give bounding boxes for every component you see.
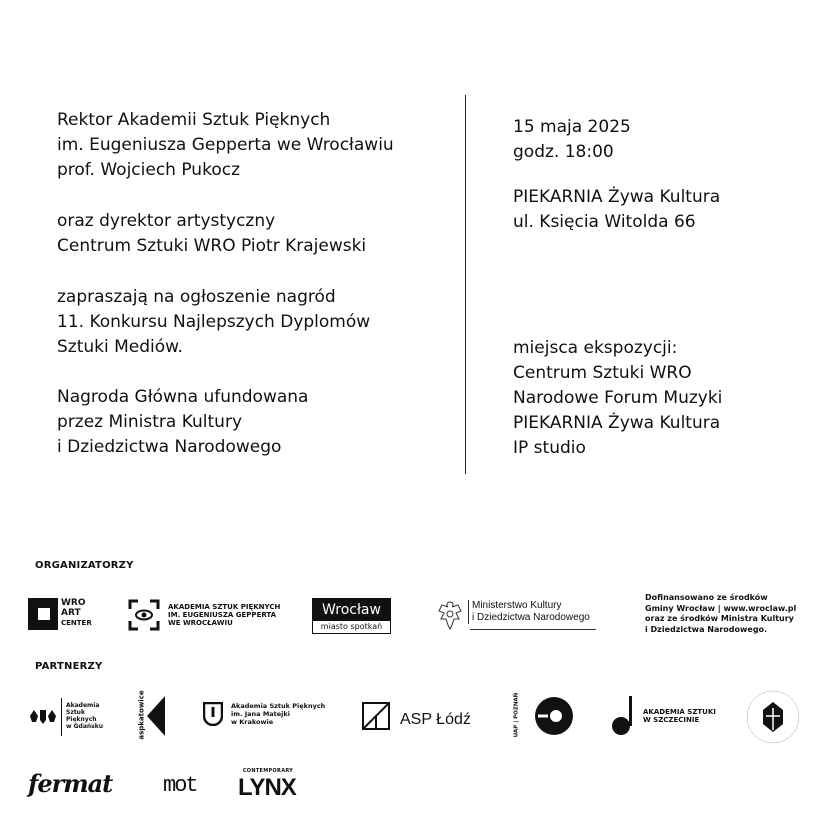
left-paragraph-4 [57, 385, 308, 460]
partners-label: PARTNERZY [35, 661, 103, 672]
logo-text: Pięknych [66, 716, 97, 723]
column-divider [465, 95, 466, 474]
logo-text: IM. EUGENIUSZA GEPPERTA [168, 611, 277, 619]
text-line: 11. Konkursu Najlepszych Dyplomów [57, 312, 371, 332]
logo-text: ASP Łódź [400, 711, 471, 728]
text-line: i Dziedzictwa Narodowego [57, 437, 282, 457]
fermat-logo [28, 770, 128, 804]
logo-text: mot [163, 773, 197, 798]
exhibition-place: Centrum Sztuki WRO [513, 363, 692, 383]
asp-warszawa-logo [745, 690, 801, 744]
text-line: zapraszają na ogłoszenie nagród [57, 287, 336, 307]
logo-text: w Gdańsku [66, 723, 104, 730]
left-paragraph-2 [57, 209, 366, 259]
text-line: im. Eugeniusza Gepperta we Wrocławiu [57, 135, 394, 155]
wroclaw-tagline: miasto spotkań [320, 622, 383, 631]
logo-text: UAP | POZNAŃ [513, 692, 520, 738]
funding-text: Gminy Wrocław | www.wroclaw.pl [645, 603, 797, 613]
logo-text: AKADEMIA SZTUK PIĘKNYCH [168, 603, 281, 611]
logo-text: w Krakowie [231, 718, 274, 726]
funding-text: i Dziedzictwa Narodowego. [645, 624, 768, 634]
exhibition-title: miejsca ekspozycji: [513, 338, 678, 358]
logo-text: WRO [61, 598, 86, 608]
logo-text: LYNX [238, 774, 296, 801]
asp-lodz-logo [362, 701, 482, 733]
text-line: oraz dyrektor artystyczny [57, 211, 276, 231]
mot-logo [163, 772, 203, 804]
logo-text: Akademia Sztuk Pięknych [231, 702, 326, 710]
asp-katowice-logo [133, 690, 167, 740]
logo-text: aspkatowice [137, 690, 146, 740]
event-time: godz. 18:00 [513, 142, 614, 162]
logo-text: AKADEMIA SZTUKI [643, 708, 716, 716]
text-line: Centrum Sztuki WRO Piotr Krajewski [57, 236, 367, 256]
text-line: Nagroda Główna ufundowana [57, 387, 309, 407]
wroclaw-city-logo [312, 598, 391, 634]
exhibition-place: IP studio [513, 438, 586, 458]
text-line: Sztuki Mediów. [57, 337, 183, 357]
funding-text: oraz ze środków Ministra Kultury [645, 614, 794, 623]
shield-icon [203, 702, 223, 726]
funding-note [645, 593, 796, 635]
logo-text: CENTER [61, 619, 92, 627]
contemporary-lynx-logo [238, 768, 298, 806]
exhibition-place: PIEKARNIA Żywa Kultura [513, 413, 721, 433]
wro-art-center-logo [28, 598, 90, 632]
logo-text: im. Jana Matejki [231, 710, 290, 718]
ministry-logo [436, 599, 606, 633]
as-szczecin-logo [611, 696, 721, 736]
asp-gdansk-logo [28, 698, 108, 736]
uap-poznan-logo [512, 692, 576, 738]
text-line: prof. Wojciech Pukocz [57, 160, 240, 180]
event-date: 15 maja 2025 [513, 117, 631, 137]
logo-text: Ministerstwo Kultury [472, 600, 562, 611]
logo-text: i Dziedzictwa Narodowego [472, 612, 590, 623]
organizers-label: ORGANIZATORZY [35, 560, 134, 571]
asp-wroclaw-logo [128, 599, 281, 633]
logo-text: W SZCZECINIE [643, 716, 700, 724]
logo-text: Sztuk [66, 709, 85, 716]
crest-icon [28, 706, 58, 726]
event-venue [513, 185, 720, 235]
logo-text: ART [61, 608, 81, 618]
logo-text: WE WROCŁAWIU [168, 619, 233, 627]
event-datetime [513, 115, 631, 165]
venue-name: PIEKARNIA Żywa Kultura [513, 187, 721, 207]
venue-address: ul. Księcia Witolda 66 [513, 212, 696, 232]
text-line: Rektor Akademii Sztuk Pięknych [57, 110, 331, 130]
logo-text: CONTEMPORARY [242, 768, 294, 774]
funding-text: Dofinansowano ze środków [645, 593, 768, 602]
left-paragraph-1 [57, 108, 394, 183]
logo-text: fermat [28, 769, 113, 798]
asp-krakow-logo [203, 702, 333, 732]
eagle-emblem-icon [436, 599, 464, 631]
text-line: przez Ministra Kultury [57, 412, 242, 432]
left-paragraph-3 [57, 285, 370, 360]
exhibition-place: Narodowe Forum Muzyki [513, 388, 723, 408]
exhibition-places [513, 336, 722, 461]
wroclaw-wordmark: Wrocław [313, 599, 390, 621]
logo-text: Akademia [66, 702, 100, 709]
